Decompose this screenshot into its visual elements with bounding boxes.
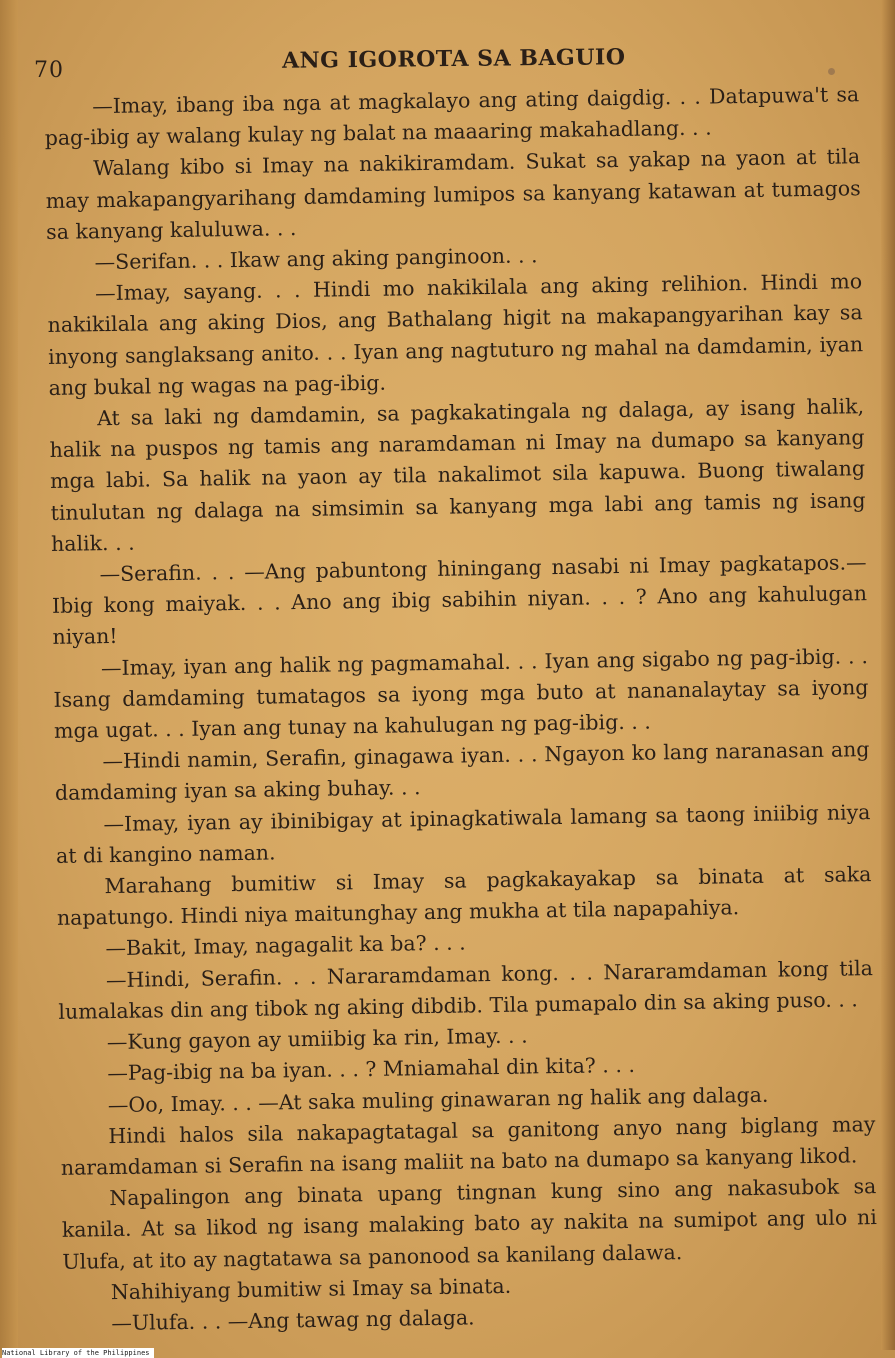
paragraph: Marahang bumitiw si Imay sa pagkakayakap sa binata at saka napatungo. Hindi niya maitunghay ang mukha at tila napapahiya. [56, 862, 872, 931]
paragraph: —Imay, iyan ay ibinibigay at ipinagkatiwala lamang sa taong iniibig niya at di kangino naman. [55, 799, 871, 868]
paragraph: —Hindi namin, Serafin, ginagawa iyan. . . Ngayon ko lang naranasan ang damdaming iyan sa aking buhay. . . [54, 737, 870, 806]
paragraph: Napalingon ang binata upang tingnan kung sino ang nakasubok sa kanila. At sa likod ng isang malaking bato ay nakita na sumipot ang ulo ni Ulufa, at ito ay nagtatawa sa panonood sa kanilang dalawa. [61, 1174, 877, 1274]
paragraph: —Imay, sayang. . . Hindi mo nakikilala ang aking relihion. Hindi mo nakikilala ang aking Dios, ang Bathalang higit na makapangyarihan kay sa inyong sanglaksang anito. . . Iyan ang nagtuturo ng mahal na damdamin, iyan ang bukal ng wagas na pag-ibig. [47, 269, 864, 400]
paragraph: At sa laki ng damdamin, sa pagkakatingala ng dalaga, ay isang halik, halik na puspos ng tamis ang naramdaman ni Imay na dumapo sa kanyang mga labi. Sa halik na yaon ay tila nakalimot sila kapuwa. Buong tiwalang tinulutan ng dalaga na simsimin sa kanyang mga labi ang tamis ng isang halik. . . [49, 394, 866, 556]
ink-speck [828, 68, 835, 75]
page-edge-shadow-left [0, 0, 18, 1350]
page-edge-shadow-right [881, 0, 895, 1350]
running-title: ANG IGOROTA SA BAGUIO [281, 44, 626, 74]
paragraph: —Imay, ibang iba nga at magkalayo ang ating daigdig. . . Datapuwa't sa pag-ibig ay walang kulay ng balat na maaaring makahadlang. . . [44, 82, 860, 151]
paragraph: —Serafin. . . —Ang pabuntong hiningang nasabi ni Imay pagkatapos.— Ibig kong maiyak. . . Ano ang ibig sabihin niyan. . . ? Ano ang kahulugan niyan! [51, 550, 868, 650]
paragraph: —Imay, iyan ang halik ng pagmamahal. . . Iyan ang sigabo ng pag-ibig. . . Isang damdaming tumatagos sa iyong mga buto at nananalaytay sa iyong mga ugat. . . Iyan ang tunay na kahulugan ng pag-ibig. . . [53, 643, 869, 743]
paragraph: —Oo, Imay. . . —At saka muling ginawaran ng halik ang dalaga. [107, 1082, 769, 1117]
paragraph: —Pag-ibig na ba iyan. . . ? Mniamahal din kita? . . . [107, 1053, 636, 1086]
paragraph: —Bakit, Imay, nagagalit ka ba? . . . [105, 930, 466, 961]
paragraph: —Ulufa. . . —Ang tawag ng dalaga. [111, 1305, 475, 1336]
paragraph: Hindi halos sila nakapagtatagal sa ganitong anyo nang biglang may naramdaman si Serafin na isang maliit na bato na dumapo sa kanyang likod. [60, 1111, 876, 1180]
paragraph: Nahihiyang bumitiw si Imay sa binata. [110, 1273, 512, 1304]
library-credit: National Library of the Philippines [2, 1348, 154, 1358]
page-number: 70 [34, 58, 64, 83]
paragraph: —Kung gayon ay umiibig ka rin, Imay. . . [106, 1023, 528, 1055]
paragraph: —Serifan. . . Ikaw ang aking panginoon. . . [94, 243, 538, 275]
paragraph: Walang kibo si Imay na nakikiramdam. Sukat sa yakap na yaon at tila may makapangyarihang damdaming lumipos sa kanyang katawan at tumagos sa kanyang kaluluwa. . . [45, 144, 861, 244]
body-text [44, 79, 879, 1340]
paragraph: —Hindi, Serafin. . . Nararamdaman kong. . . Nararamdaman kong tila lumalakas din ang tibok ng aking dibdib. Tila pumapalo din sa aking puso. . . [58, 955, 874, 1024]
